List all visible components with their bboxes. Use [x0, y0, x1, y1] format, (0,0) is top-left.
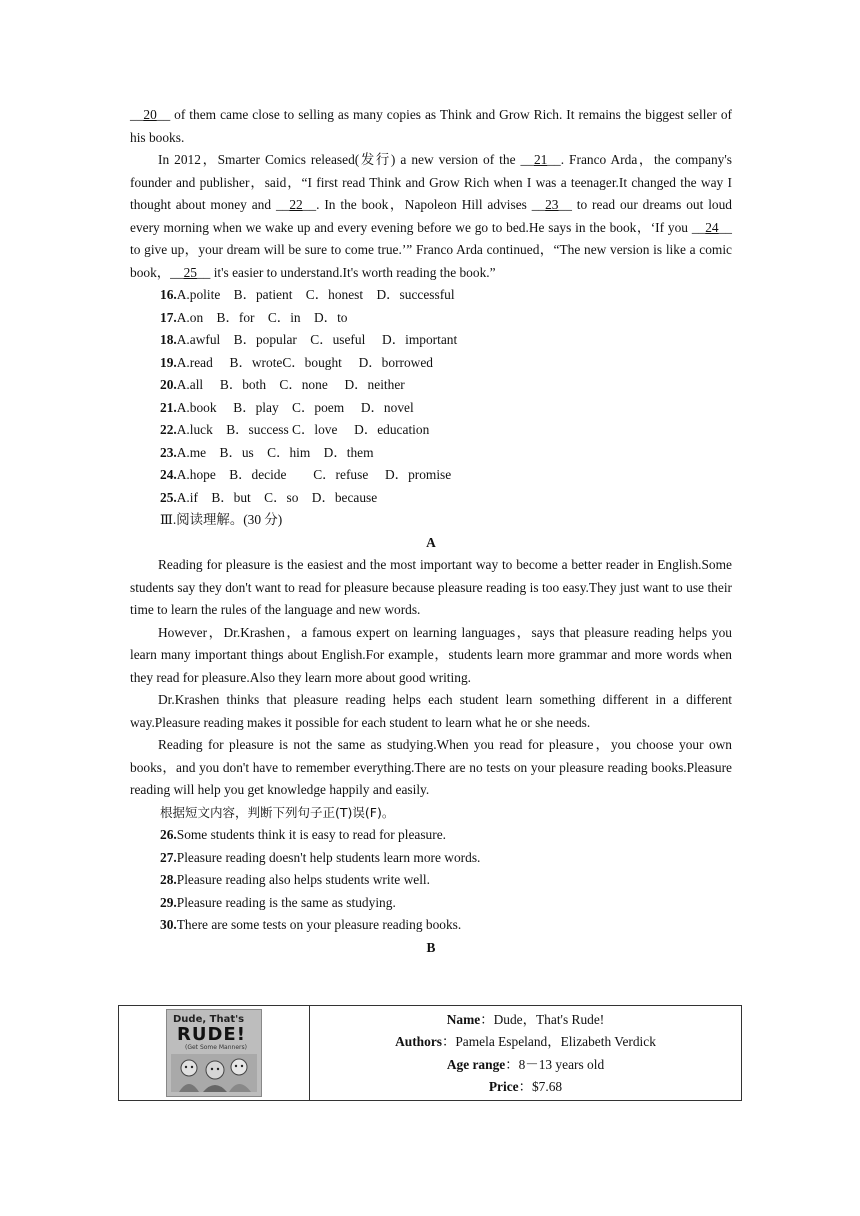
option-num: 24. — [160, 467, 177, 482]
blank-23: 23 — [545, 197, 559, 212]
blank-22: 22 — [289, 197, 303, 212]
option-row-18 — [130, 329, 732, 352]
name-value: ：Dude，That's Rude! — [480, 1011, 605, 1027]
question-26 — [130, 824, 732, 847]
passage-b-label: B — [426, 939, 436, 955]
cover-subtitle: (Get Some Manners) — [185, 1044, 247, 1051]
section-3-title: Ⅲ.阅读理解。(30 分) — [160, 512, 283, 527]
book-cover-cell — [119, 1006, 310, 1101]
question-num: 28. — [160, 872, 177, 887]
p2-s3: . In the book，Napoleon Hill advises — [316, 197, 532, 212]
passage-a-instruction: 根据短文内容，判断下列句子正(T)误(F)。 — [160, 804, 395, 820]
book-info-table — [118, 1005, 742, 1101]
option-row-20 — [130, 374, 732, 397]
option-num: 19. — [160, 354, 177, 370]
book-details-cell — [310, 1006, 742, 1101]
price-label: Price — [488, 1079, 519, 1094]
option-text: A.me B．us C．him D．them — [176, 444, 374, 460]
question-num: 30. — [160, 917, 177, 932]
p2-s2: . Franco Arda，the company's founder and publisher，said，“I first read Think and Grow Rich when I was a teenager.It changed the way I thought about money and — [130, 152, 733, 212]
cover-title-line-2: RUDE! — [177, 1024, 246, 1045]
blank-21: 21 — [533, 152, 548, 167]
option-num: 16. — [160, 287, 177, 302]
blank-24: 24 — [705, 219, 719, 235]
option-row-24 — [130, 464, 732, 487]
option-num: 20. — [160, 377, 177, 392]
book-name-row — [311, 1009, 740, 1032]
option-row-19 — [130, 352, 732, 375]
question-text: Pleasure reading doesn't help students learn more words. — [176, 849, 481, 865]
price-value: ：$7.68 — [518, 1079, 563, 1094]
passage-a-paragraph: Dr.Krashen thinks that pleasure reading helps each student learn something different in a different way.Pleasure reading makes it possible for each student to learn what he or she needs. — [130, 692, 732, 730]
option-text: A.on B．for C．in D．to — [176, 309, 348, 325]
p2-s5: to give up，your dream will be sure to come true.’” Franco Arda continued，“The new version is like a comic book， — [130, 242, 732, 280]
option-text: A.polite B．patient C．honest D．successful — [176, 287, 455, 302]
option-text: A.book B．play C．poem D．novel — [176, 399, 414, 415]
options-list — [130, 284, 732, 509]
name-label: Name — [446, 1011, 481, 1027]
paragraph-1-text: of them came close to selling as many copies as Think and Grow Rich. It remains the biggest seller of his books. — [130, 107, 732, 145]
option-text: A.awful B．popular C．useful D．important — [176, 332, 458, 347]
question-text: There are some tests on your pleasure reading books. — [176, 917, 462, 932]
option-text: A.all B．both C．none D．neither — [176, 377, 405, 392]
blank-20: 20 — [143, 107, 157, 122]
book-age-row — [311, 1054, 740, 1077]
option-row-16 — [130, 284, 732, 307]
option-num: 18. — [160, 332, 177, 347]
question-text: Some students think it is easy to read for pleasure. — [176, 827, 446, 842]
option-text: A.luck B．success C．love D．education — [176, 422, 430, 437]
book-authors-row — [311, 1031, 740, 1054]
cover-illustration — [171, 1054, 257, 1092]
age-value: ：8－13 years old — [505, 1056, 605, 1072]
passage-a-paragraph: However，Dr.Krashen，a famous expert on learning languages，says that pleasure reading helps you learn many important things about English.For example，students learn more grammar and more words when they read for pleasure.Also they learn more about good writing. — [130, 624, 732, 685]
option-num: 22. — [160, 422, 177, 437]
authors-value: ：Pamela Espeland，Elizabeth Verdick — [441, 1034, 656, 1049]
document-page — [130, 104, 732, 959]
question-num: 26. — [160, 827, 177, 842]
p2-s4: to read our dreams out loud every morning when we wake up and every evening before we go to bed.He says in the book，‘If you — [130, 197, 732, 235]
option-num: 23. — [160, 444, 177, 460]
paragraph-2: In 2012，Smarter Comics released(发行) a new version of the __21__. Franco Arda，the company's founder and publisher，said，“I first read Think and Grow Rich when I was a teenager.It changed the way I thought about money and __22__. In the book，Napoleon Hill advises __23__ to read our dreams out loud every morning when we wake up and every evening before we go to bed.He says in the book，‘If you __24__ to give up，your dream will be sure to come true.’” Franco Arda continued，“The new version is like a comic book，__25__ it's easier to understand.It's worth reading the book.” — [130, 152, 733, 280]
authors-label: Authors — [395, 1034, 442, 1049]
blank-25: 25 — [183, 264, 197, 280]
cover-title-line-1: Dude, That's — [173, 1014, 245, 1025]
passage-a-label: A — [426, 534, 436, 550]
question-29 — [130, 892, 732, 915]
age-label: Age range — [446, 1056, 506, 1072]
question-text: Pleasure reading also helps students write well. — [176, 872, 430, 887]
option-text: A.read B．wroteC．bought D．borrowed — [176, 354, 433, 370]
option-row-22 — [130, 419, 732, 442]
option-row-21 — [130, 397, 732, 420]
option-text: A.if B．but C．so D．because — [176, 489, 378, 505]
question-30 — [130, 914, 732, 937]
option-text: A.hope B．decide C．refuse D．promise — [176, 467, 452, 482]
question-num: 29. — [160, 894, 177, 910]
option-row-23 — [130, 442, 732, 465]
question-num: 27. — [160, 849, 177, 865]
paragraph-1: __20__ of them came close to selling as many copies as Think and Grow Rich. It remains the biggest seller of his books. — [130, 107, 732, 145]
option-num: 25. — [160, 489, 177, 505]
option-num: 17. — [160, 309, 177, 325]
question-text: Pleasure reading is the same as studying. — [176, 894, 396, 910]
question-27 — [130, 847, 732, 870]
option-row-25 — [130, 487, 732, 510]
passage-a-paragraph: Reading for pleasure is the easiest and the most important way to become a better reader in English.Some students say they don't want to read for pleasure because pleasure reading is too easy.They just want to use their time to learn the rules of the language and new words. — [130, 557, 732, 617]
option-row-17 — [130, 307, 732, 330]
book-price-row — [311, 1076, 740, 1099]
passage-a-paragraph: Reading for pleasure is not the same as studying.When you read for pleasure，you choose your own books，and you don't have to remember everything.There are no tests on your pleasure reading books.Pleasure reading will help you get knowledge happily and easily. — [130, 737, 732, 797]
option-num: 21. — [160, 399, 177, 415]
book-cover-image — [166, 1009, 262, 1097]
p2-s6: it's easier to understand.It's worth reading the book.” — [210, 264, 496, 280]
question-28 — [130, 869, 732, 892]
p2-s1: In 2012，Smarter Comics released(发行) a new version of the — [158, 152, 521, 167]
